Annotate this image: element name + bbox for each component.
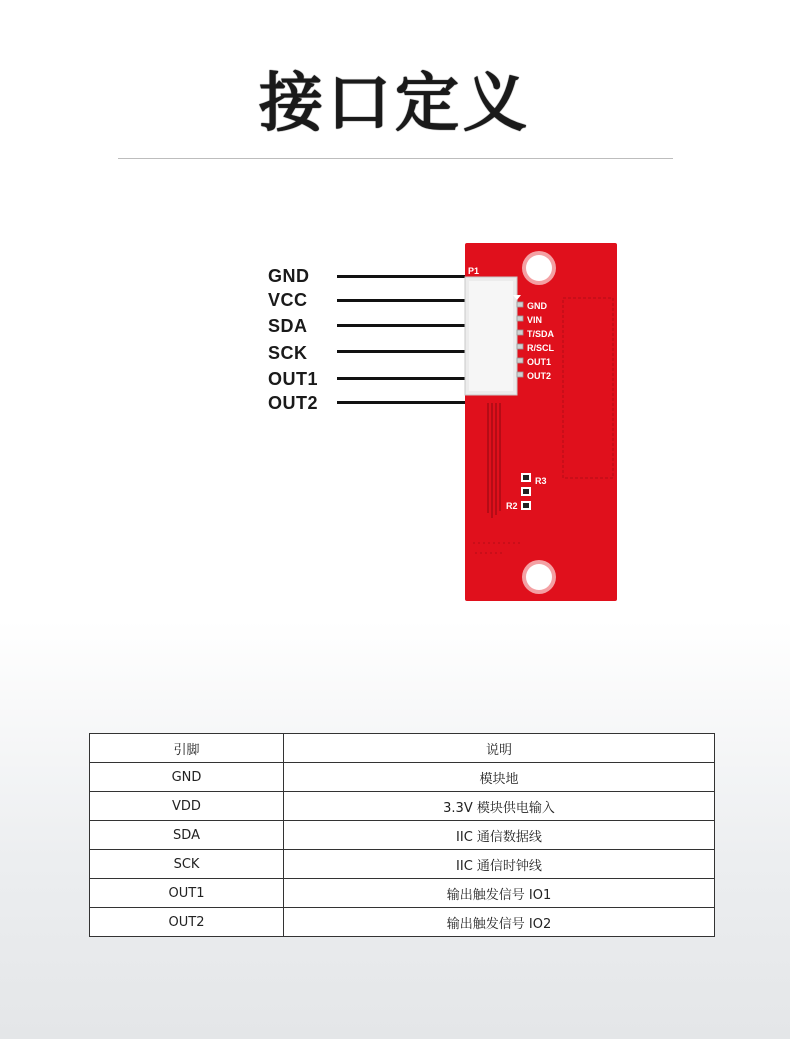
table-cell-description: IIC 通信数据线 [284,821,715,850]
table-cell-pin: SDA [90,821,284,850]
table-cell-pin: GND [90,763,284,792]
title-divider [118,158,673,159]
table-cell-description: IIC 通信时钟线 [284,850,715,879]
pin-line-out1 [337,377,465,380]
mounting-hole-top-inner [526,255,552,281]
pin-line-sda [337,324,465,327]
table-row [90,879,715,908]
table-row [90,763,715,792]
pin-label-out1: OUT1 [268,369,319,389]
table-cell-pin: VDD [90,792,284,821]
table-cell-description: 3.3V 模块供电输入 [284,792,715,821]
pin-line-gnd [337,275,465,278]
silk-pin-gnd: GND [527,301,547,311]
mounting-hole-bottom-inner [526,564,552,590]
pin-definition-table [89,733,715,937]
resistor-mid-body [523,489,529,494]
pin-line-sck [337,350,465,353]
pin-line-vcc [337,299,465,302]
silk-pin-out2: OUT2 [527,371,552,381]
table-row [90,908,715,937]
pin-label-out2: OUT2 [268,393,319,413]
silk-pin-out1: OUT1 [527,357,552,367]
table-header-row [90,734,715,763]
pin-line-out2 [337,401,465,404]
pin-label-gnd: GND [268,266,310,286]
pin-label-vcc: VCC [268,290,308,310]
connector-face [469,281,513,391]
silk-ref-p1: P1 [468,266,480,276]
table-row [90,850,715,879]
table-row [90,821,715,850]
pin-label-sda: SDA [268,316,308,336]
table-cell-description: 输出触发信号 IO2 [284,908,715,937]
table-cell-pin: OUT1 [90,879,284,908]
table-cell-pin: SCK [90,850,284,879]
table-header-description: 说明 [284,734,715,763]
table-cell-pin: OUT2 [90,908,284,937]
table-row [90,792,715,821]
pin-label-sck: SCK [268,343,308,363]
resistor-r2-body [523,503,529,508]
silk-ref-r3: R3 [535,476,547,486]
pcb-board [463,243,619,603]
silk-pin-tsda: T/SDA [527,329,554,339]
page-title: 接口定义 [259,67,531,141]
silk-pin-vin: VIN [527,315,543,325]
resistor-r3-body [523,475,529,480]
table-cell-description: 模块地 [284,763,715,792]
table-cell-description: 输出触发信号 IO1 [284,879,715,908]
silk-ref-r2: R2 [506,501,518,511]
silk-pin-rscl: R/SCL [527,343,554,353]
table-header-pin: 引脚 [90,734,284,763]
